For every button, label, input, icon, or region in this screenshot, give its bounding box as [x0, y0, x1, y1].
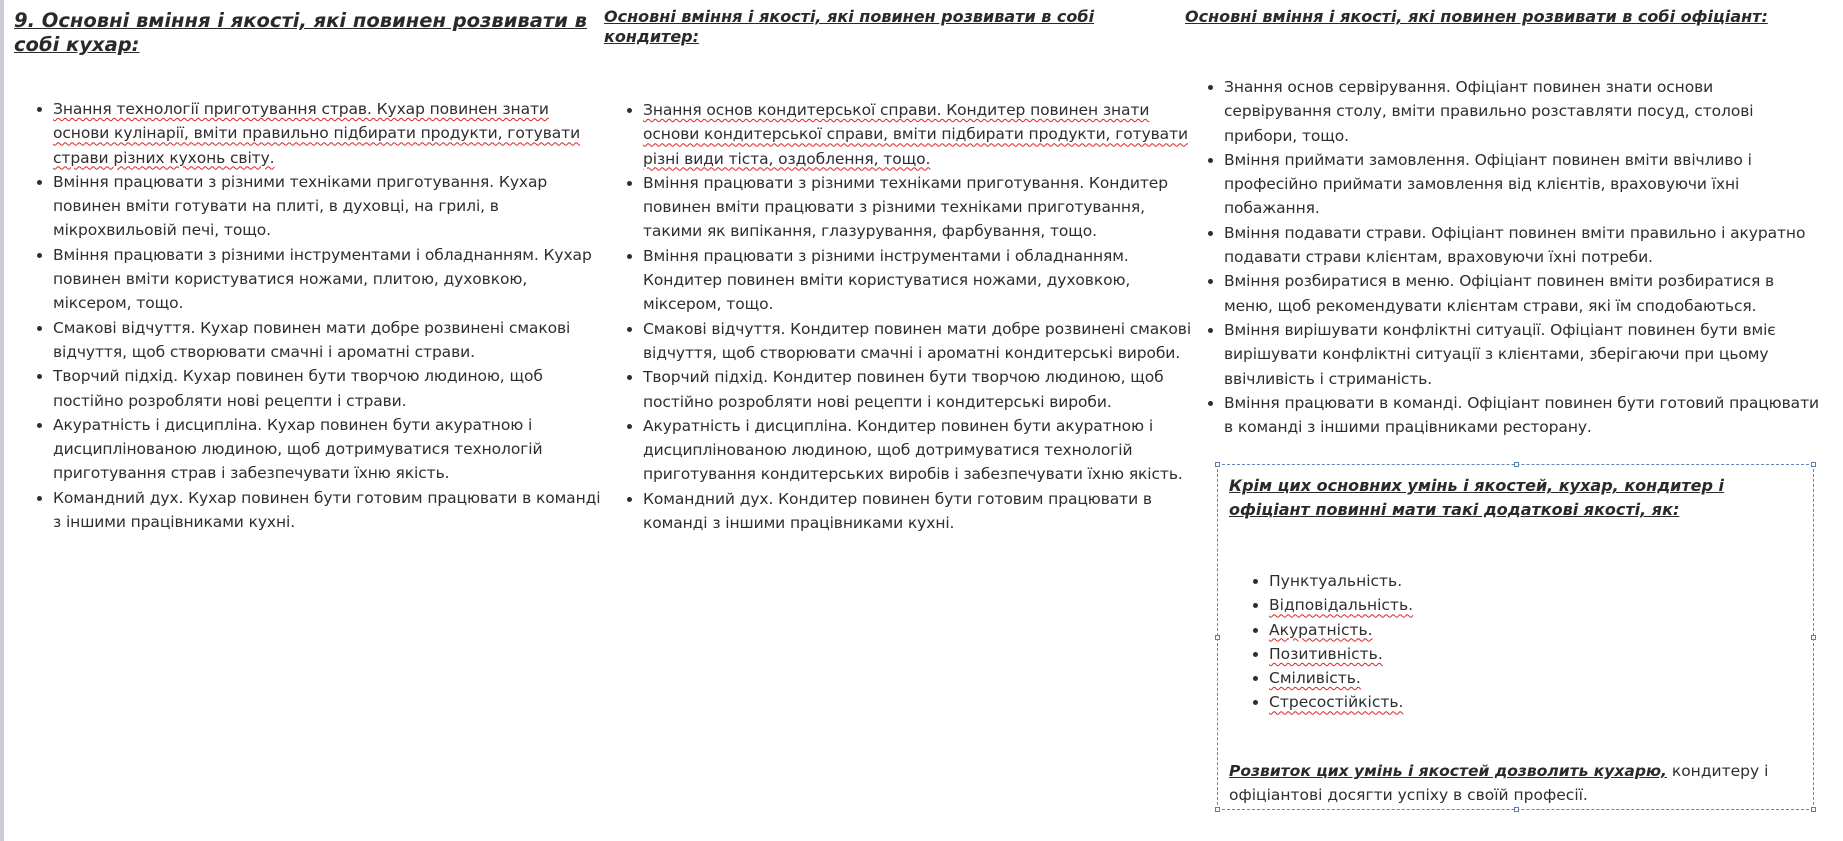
list-item[interactable] — [1269, 593, 1799, 617]
resize-handle-top-left[interactable] — [1215, 462, 1220, 467]
list-item-text: Знання основ кондитерської справи. Кондитер повинен знати основи кондитерської справи, вміти підбирати продукти, готувати різні види тіста, оздоблення, тощо. — [643, 101, 1188, 168]
list-item[interactable]: • Смакові відчуття. Кухар повинен мати добре розвинені смакові відчуття, щоб створювати смачні і ароматні страви. — [53, 316, 604, 365]
list-item[interactable]: • Вміння подавати страви. Офіціант повинен вміти правильно і акуратно подавати страви клієнтам, враховуючи їхні потреби. — [1224, 221, 1825, 270]
list-item-text: Сміливість. — [1269, 669, 1361, 688]
waiter-skill-list — [1185, 75, 1825, 439]
list-item[interactable] — [1269, 666, 1799, 690]
list-item[interactable]: • Вміння працювати з різними техніками приготування. Кондитер повинен вміти працювати з різними техніками приготування, такими як випікання, глазурування, фарбування, тощо. — [643, 171, 1194, 244]
list-item[interactable]: • Творчий підхід. Кухар повинен бути творчою людиною, щоб постійно розробляти нові рецепти і страви. — [53, 364, 604, 413]
list-item[interactable]: • Вміння працювати з різними техніками приготування. Кухар повинен вміти готувати на плиті, в духовці, на грилі, в мікрохвильовій печі, тощо. — [53, 170, 604, 243]
list-item[interactable]: • Командний дух. Кондитер повинен бути готовим працювати в команді з іншими працівниками кухні. — [643, 487, 1194, 536]
list-item[interactable]: • Вміння працювати з різними інструментами і обладнанням. Кухар повинен вміти користуватися ножами, плитою, духовкою, міксером, тощо. — [53, 243, 604, 316]
resize-handle-top[interactable] — [1514, 462, 1519, 467]
list-item[interactable] — [1269, 618, 1799, 642]
list-item[interactable]: • Пунктуальність. — [1269, 569, 1799, 593]
list-item-text: Відповідальність. — [1269, 596, 1414, 615]
cook-heading[interactable]: 9. Основні вміння і якості, які повинен розвивати в собі кухар: — [14, 9, 587, 56]
list-item[interactable] — [1269, 642, 1799, 666]
list-item[interactable]: • Акуратність і дисципліна. Кондитер повинен бути акуратною і дисциплінованою людиною, щоб дотримуватися технологій приготування кондитерських виробів і забезпечувати їхню якість. — [643, 414, 1194, 487]
list-item-text: Знання технології приготування страв. Кухар повинен знати основи кулінарії, вміти правильно підбирати продукти, готувати страви різних кухонь світу. — [53, 100, 581, 167]
list-item[interactable] — [53, 97, 604, 170]
selected-text-frame[interactable] — [1217, 464, 1814, 810]
pastry-heading[interactable]: Основні вміння і якості, які повинен розвивати в собі кондитер: — [604, 7, 1095, 46]
list-item[interactable]: • Вміння розбиратися в меню. Офіціант повинен вміти розбиратися в меню, щоб рекомендувати клієнтам страви, які їм сподобаються. — [1224, 269, 1825, 318]
list-item[interactable]: • Вміння вирішувати конфліктні ситуації. Офіціант повинен бути вміє вирішувати конфліктні ситуації з клієнтами, зберігаючи при цьому ввічливість і стриманість. — [1224, 318, 1825, 391]
list-item[interactable]: • Знання основ сервірування. Офіціант повинен знати основи сервірування столу, вміти правильно розставляти посуд, столові прибори, тощо. — [1224, 75, 1825, 148]
list-item[interactable]: • Акуратність і дисципліна. Кухар повинен бути акуратною і дисциплінованою людиною, щоб дотримуватися технологій приготування страв і забезпечувати їхню якість. — [53, 413, 604, 486]
waiter-heading[interactable]: Основні вміння і якості, які повинен розвивати в собі офіціант: — [1185, 7, 1768, 26]
resize-handle-left[interactable] — [1215, 635, 1220, 640]
cook-column — [14, 0, 604, 534]
frame-outro[interactable] — [1229, 759, 1799, 807]
list-item[interactable]: • Вміння працювати в команді. Офіціант повинен бути готовий працювати в команді з іншими працівниками ресторану. — [1224, 391, 1825, 440]
resize-handle-bottom[interactable] — [1514, 807, 1519, 812]
qualities-list — [1229, 569, 1799, 715]
list-item-text: Позитивність. — [1269, 644, 1383, 663]
pastry-skill-list — [604, 98, 1194, 535]
list-item[interactable]: • Вміння приймати замовлення. Офіціант повинен вміти ввічливо і професійно приймати замовлення від клієнтів, враховуючи їхні побажання. — [1224, 148, 1825, 221]
resize-handle-top-right[interactable] — [1811, 462, 1816, 467]
list-item-text: Стресостійкість. — [1269, 693, 1404, 712]
list-item[interactable]: • Вміння працювати з різними інструментами і обладнанням. Кондитер повинен вміти користуватися ножами, духовкою, міксером, тощо. — [643, 244, 1194, 317]
waiter-column — [1185, 0, 1825, 439]
resize-handle-bottom-left[interactable] — [1215, 807, 1220, 812]
list-item[interactable]: • Командний дух. Кухар повинен бути готовим працювати в команді з іншими працівниками кухні. — [53, 486, 604, 535]
frame-outro-lead: Розвиток цих умінь і якостей дозволить кухарю, — [1229, 761, 1667, 780]
cook-skill-list — [14, 97, 604, 534]
list-item[interactable] — [1269, 690, 1799, 714]
list-item-text: Акуратність. — [1269, 620, 1373, 639]
editor-left-rail — [0, 0, 4, 841]
resize-handle-right[interactable] — [1811, 635, 1816, 640]
frame-content — [1229, 474, 1799, 807]
frame-intro[interactable]: Крім цих основних умінь і якостей, кухар, кондитер і офіціант повинні мати такі додаткові якості, як: — [1229, 476, 1724, 519]
list-item[interactable] — [643, 98, 1194, 171]
frame-outro-rest: кондитеру і офіціантові досягти успіху в своїй професії. — [1229, 761, 1769, 804]
list-item[interactable]: • Творчий підхід. Кондитер повинен бути творчою людиною, щоб постійно розробляти нові рецепти і кондитерські вироби. — [643, 365, 1194, 414]
resize-handle-bottom-right[interactable] — [1811, 807, 1816, 812]
list-item[interactable]: • Смакові відчуття. Кондитер повинен мати добре розвинені смакові відчуття, щоб створювати смачні і ароматні кондитерські вироби. — [643, 317, 1194, 366]
pastry-column — [604, 0, 1194, 535]
